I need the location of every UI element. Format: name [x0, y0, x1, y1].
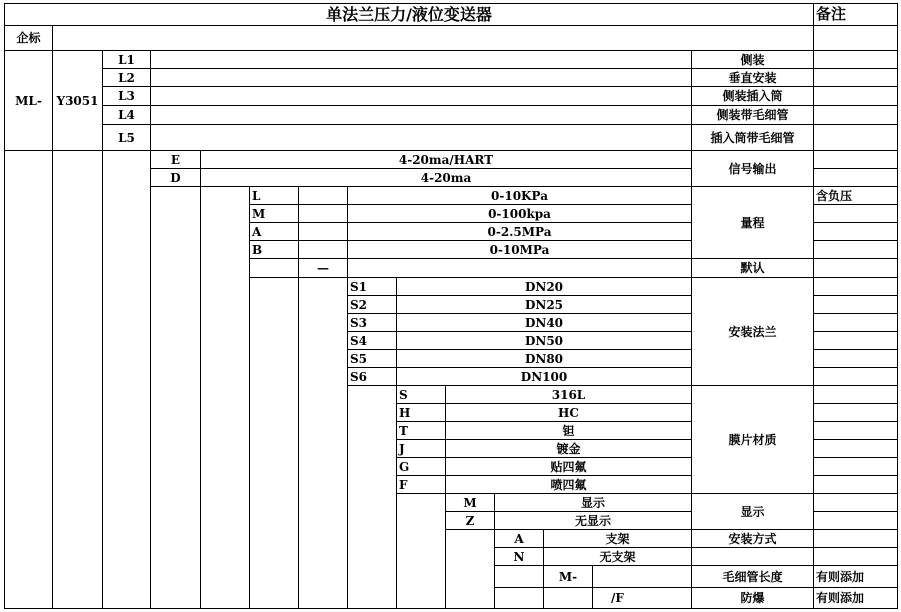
range-note: 含负压 — [813, 186, 898, 205]
display-remark — [813, 511, 898, 530]
range-code: A — [249, 222, 299, 241]
diaphragm-remark — [813, 403, 898, 422]
mount-type-remark — [813, 105, 898, 125]
installation-label-blank — [691, 547, 814, 566]
flange-code: S6 — [347, 367, 397, 386]
range-desc: 0-100kpa — [347, 204, 692, 223]
enterprise-value-cell — [52, 25, 814, 51]
capillary-blank — [494, 565, 544, 588]
model-code: Y3051 — [52, 50, 103, 151]
mount-type-code: L1 — [102, 50, 151, 69]
mount-type-remark — [813, 86, 898, 106]
diaphragm-code: J — [396, 439, 446, 458]
display-desc: 显示 — [494, 493, 692, 512]
range-desc: 0-2.5MPa — [347, 222, 692, 241]
mount-type-desc: 侧装插入筒 — [691, 86, 814, 106]
display-code: Z — [445, 511, 495, 530]
capillary-blank — [592, 565, 692, 588]
signal-label: 信号输出 — [691, 150, 814, 187]
capillary-code: M- — [543, 565, 593, 588]
blank-column — [52, 150, 103, 609]
range-default-desc — [347, 258, 692, 278]
flange-remark — [813, 331, 898, 350]
blank-column — [445, 529, 495, 609]
range-blank — [298, 240, 348, 259]
mount-type-code: L5 — [102, 124, 151, 151]
diaphragm-label: 膜片材质 — [691, 385, 814, 494]
blank-column — [150, 186, 201, 609]
flange-remark — [813, 349, 898, 368]
installation-label: 安装方式 — [691, 529, 814, 548]
diaphragm-desc: 钽 — [445, 421, 692, 440]
flange-label: 安装法兰 — [691, 277, 814, 386]
enterprise-label: 企标 — [4, 25, 53, 51]
signal-desc: 4-20ma/HART — [200, 150, 692, 169]
installation-code: A — [494, 529, 544, 548]
range-default-label: 默认 — [691, 258, 814, 278]
signal-remark — [813, 168, 898, 187]
installation-desc: 无支架 — [543, 547, 692, 566]
range-desc: 0-10KPa — [347, 186, 692, 205]
flange-code: S3 — [347, 313, 397, 332]
mount-type-blank — [150, 105, 692, 125]
diaphragm-desc: 316L — [445, 385, 692, 404]
display-remark — [813, 493, 898, 512]
mount-type-blank — [150, 86, 692, 106]
diaphragm-desc: 喷四氟 — [445, 475, 692, 494]
range-blank — [298, 222, 348, 241]
range-label: 量程 — [691, 186, 814, 259]
flange-code: S5 — [347, 349, 397, 368]
range-remark — [813, 258, 898, 278]
diaphragm-remark — [813, 475, 898, 494]
diaphragm-code: F — [396, 475, 446, 494]
flange-desc: DN40 — [396, 313, 692, 332]
prefix-code: ML- — [4, 50, 53, 151]
installation-code: N — [494, 547, 544, 566]
range-code: L — [249, 186, 299, 205]
capillary-label: 毛细管长度 — [691, 565, 814, 588]
diaphragm-desc: 贴四氟 — [445, 457, 692, 476]
flange-code: S2 — [347, 295, 397, 314]
range-blank — [298, 186, 348, 205]
mount-type-code: L3 — [102, 86, 151, 106]
diaphragm-remark — [813, 439, 898, 458]
diaphragm-desc: HC — [445, 403, 692, 422]
mount-type-remark — [813, 68, 898, 87]
range-remark — [813, 222, 898, 241]
diaphragm-remark — [813, 421, 898, 440]
diaphragm-code: T — [396, 421, 446, 440]
blank-column — [200, 186, 250, 609]
display-label: 显示 — [691, 493, 814, 530]
flange-desc: DN20 — [396, 277, 692, 296]
flange-desc: DN80 — [396, 349, 692, 368]
explosion-blank — [543, 587, 593, 609]
mount-type-remark — [813, 50, 898, 69]
explosion-note: 有则添加 — [813, 587, 898, 609]
blank-column — [396, 493, 446, 609]
mount-type-blank — [150, 124, 692, 151]
display-code: M — [445, 493, 495, 512]
display-desc: 无显示 — [494, 511, 692, 530]
flange-remark — [813, 277, 898, 296]
flange-remark — [813, 367, 898, 386]
installation-desc: 支架 — [543, 529, 692, 548]
explosion-code: /F — [592, 587, 692, 609]
flange-desc: DN100 — [396, 367, 692, 386]
range-default-code: — — [298, 258, 348, 278]
range-code: B — [249, 240, 299, 259]
blank-column — [249, 277, 299, 609]
diaphragm-remark — [813, 457, 898, 476]
explosion-label: 防爆 — [691, 587, 814, 609]
range-blank — [298, 204, 348, 223]
mount-type-desc: 垂直安装 — [691, 68, 814, 87]
capillary-note: 有则添加 — [813, 565, 898, 588]
explosion-blank — [494, 587, 544, 609]
flange-remark — [813, 295, 898, 314]
flange-code: S4 — [347, 331, 397, 350]
diaphragm-code: S — [396, 385, 446, 404]
range-default-blank — [249, 258, 299, 278]
range-code: M — [249, 204, 299, 223]
mount-type-blank — [150, 68, 692, 87]
installation-remark — [813, 547, 898, 566]
flange-desc: DN25 — [396, 295, 692, 314]
blank-column — [4, 150, 53, 609]
diaphragm-desc: 镀金 — [445, 439, 692, 458]
mount-type-code: L4 — [102, 105, 151, 125]
mount-type-blank — [150, 50, 692, 69]
diaphragm-remark — [813, 385, 898, 404]
signal-remark — [813, 150, 898, 169]
blank-column — [102, 150, 151, 609]
diaphragm-code: H — [396, 403, 446, 422]
signal-desc: 4-20ma — [200, 168, 692, 187]
signal-code: E — [150, 150, 201, 169]
flange-desc: DN50 — [396, 331, 692, 350]
mount-type-desc: 侧装 — [691, 50, 814, 69]
range-desc: 0-10MPa — [347, 240, 692, 259]
signal-code: D — [150, 168, 201, 187]
sheet-title: 单法兰压力/液位变送器 — [4, 3, 814, 26]
mount-type-remark — [813, 124, 898, 151]
blank-column — [347, 385, 397, 609]
flange-remark — [813, 313, 898, 332]
mount-type-desc: 侧装带毛细管 — [691, 105, 814, 125]
range-remark — [813, 204, 898, 223]
remark-header: 备注 — [813, 3, 898, 26]
mount-type-desc: 插入筒带毛细管 — [691, 124, 814, 151]
enterprise-remark-cell — [813, 25, 898, 51]
flange-code: S1 — [347, 277, 397, 296]
installation-remark — [813, 529, 898, 548]
blank-column — [298, 277, 348, 609]
range-remark — [813, 240, 898, 259]
mount-type-code: L2 — [102, 68, 151, 87]
diaphragm-code: G — [396, 457, 446, 476]
